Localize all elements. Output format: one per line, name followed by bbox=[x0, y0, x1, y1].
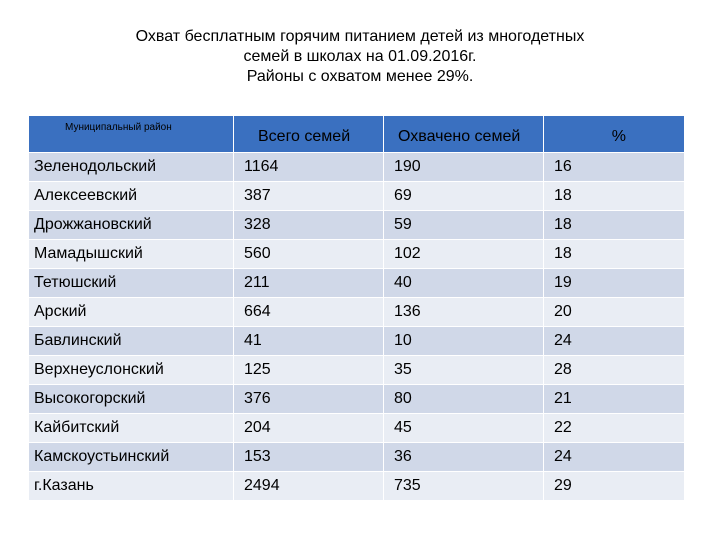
cell-total-families: 387 bbox=[234, 182, 384, 211]
cell-percent: 19 bbox=[544, 269, 685, 298]
cell-percent: 20 bbox=[544, 298, 685, 327]
cell-covered-families: 69 bbox=[384, 182, 544, 211]
header-covered-families: Охвачено семей bbox=[384, 116, 544, 153]
cell-percent: 28 bbox=[544, 356, 685, 385]
table-row bbox=[29, 182, 685, 211]
title-line-3: Районы с охватом менее 29%. bbox=[246, 68, 474, 85]
cell-percent: 22 bbox=[544, 414, 685, 443]
cell-total-families: 211 bbox=[234, 269, 384, 298]
cell-district: Арский bbox=[29, 298, 234, 327]
slide-title bbox=[0, 27, 720, 87]
cell-percent: 24 bbox=[544, 443, 685, 472]
table-header-row bbox=[29, 116, 685, 153]
cell-total-families: 125 bbox=[234, 356, 384, 385]
cell-district: Мамадышский bbox=[29, 240, 234, 269]
cell-percent: 29 bbox=[544, 472, 685, 501]
cell-covered-families: 190 bbox=[384, 153, 544, 182]
table-body bbox=[29, 153, 685, 501]
table-row bbox=[29, 211, 685, 240]
cell-covered-families: 102 bbox=[384, 240, 544, 269]
table-row bbox=[29, 240, 685, 269]
table-row bbox=[29, 153, 685, 182]
cell-total-families: 2494 bbox=[234, 472, 384, 501]
cell-percent: 16 bbox=[544, 153, 685, 182]
header-municipality: Муниципальный район bbox=[29, 116, 234, 153]
cell-covered-families: 36 bbox=[384, 443, 544, 472]
table-row bbox=[29, 472, 685, 501]
table-row bbox=[29, 327, 685, 356]
cell-covered-families: 40 bbox=[384, 269, 544, 298]
table-row bbox=[29, 298, 685, 327]
cell-percent: 18 bbox=[544, 211, 685, 240]
table-row bbox=[29, 385, 685, 414]
cell-covered-families: 735 bbox=[384, 472, 544, 501]
cell-district: Дрожжановский bbox=[29, 211, 234, 240]
cell-covered-families: 35 bbox=[384, 356, 544, 385]
cell-district: Кайбитский bbox=[29, 414, 234, 443]
cell-percent: 18 bbox=[544, 240, 685, 269]
cell-district: Зеленодольский bbox=[29, 153, 234, 182]
title-line-1: Охват бесплатным горячим питанием детей из многодетных bbox=[135, 28, 585, 45]
cell-district: Бавлинский bbox=[29, 327, 234, 356]
table-row bbox=[29, 269, 685, 298]
cell-total-families: 664 bbox=[234, 298, 384, 327]
cell-total-families: 153 bbox=[234, 443, 384, 472]
cell-covered-families: 45 bbox=[384, 414, 544, 443]
cell-total-families: 328 bbox=[234, 211, 384, 240]
cell-district: Алексеевский bbox=[29, 182, 234, 211]
title-line-2: семей в школах на 01.09.2016г. bbox=[243, 48, 477, 65]
cell-covered-families: 59 bbox=[384, 211, 544, 240]
cell-covered-families: 10 bbox=[384, 327, 544, 356]
cell-district: Высокогорский bbox=[29, 385, 234, 414]
cell-total-families: 560 bbox=[234, 240, 384, 269]
cell-district: Тетюшский bbox=[29, 269, 234, 298]
cell-district: Камскоустьинский bbox=[29, 443, 234, 472]
cell-district: Верхнеуслонский bbox=[29, 356, 234, 385]
coverage-table bbox=[28, 115, 685, 501]
table-row bbox=[29, 443, 685, 472]
cell-percent: 21 bbox=[544, 385, 685, 414]
cell-covered-families: 80 bbox=[384, 385, 544, 414]
header-percent: % bbox=[544, 116, 685, 153]
table-row bbox=[29, 414, 685, 443]
cell-total-families: 376 bbox=[234, 385, 384, 414]
cell-covered-families: 136 bbox=[384, 298, 544, 327]
cell-total-families: 41 bbox=[234, 327, 384, 356]
cell-total-families: 204 bbox=[234, 414, 384, 443]
header-total-families: Всего семей bbox=[234, 116, 384, 153]
cell-total-families: 1164 bbox=[234, 153, 384, 182]
table-row bbox=[29, 356, 685, 385]
cell-percent: 24 bbox=[544, 327, 685, 356]
cell-district: г.Казань bbox=[29, 472, 234, 501]
cell-percent: 18 bbox=[544, 182, 685, 211]
